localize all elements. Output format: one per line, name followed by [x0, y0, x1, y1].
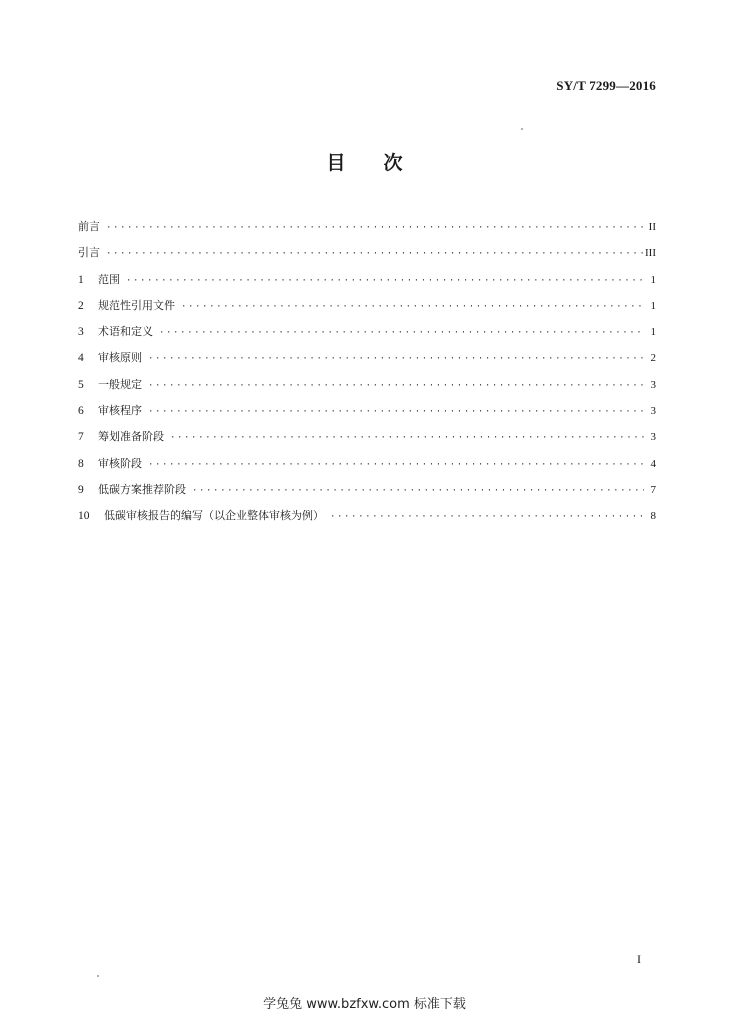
toc-item-label: 一般规定: [98, 377, 142, 391]
dot-leader: [159, 324, 644, 342]
toc-item-label: 规范性引用文件: [98, 298, 175, 312]
dot-leader: [148, 403, 644, 421]
toc-item-label: 审核原则: [98, 351, 142, 365]
toc-item-page: 3: [650, 431, 656, 444]
dot-leader: [330, 508, 644, 526]
toc-item-6[interactable]: [78, 402, 656, 428]
toc-item-label: 低碳方案推荐阶段: [98, 482, 186, 496]
toc-item-label: 前言: [78, 220, 100, 233]
toc-item-1[interactable]: [78, 271, 656, 297]
toc-item-page: 1: [650, 299, 656, 312]
toc-item-page: 1: [650, 273, 656, 286]
scan-speck: [521, 128, 523, 130]
title-char-1: 目: [326, 152, 346, 174]
dot-leader: [126, 272, 644, 290]
dot-leader: [192, 482, 644, 500]
table-of-contents: [78, 218, 656, 534]
toc-item-page: 8: [650, 510, 656, 523]
scan-speck: [97, 975, 99, 977]
toc-item-number: 8: [78, 457, 84, 470]
page-title: [0, 148, 729, 175]
toc-item-4[interactable]: [78, 349, 656, 375]
toc-item-label: 审核程序: [98, 404, 142, 418]
toc-item-number: 2: [78, 299, 84, 312]
toc-item-number: 9: [78, 483, 84, 496]
page-number: I: [637, 952, 641, 966]
dot-leader: [170, 429, 644, 447]
dot-leader: [181, 298, 644, 316]
standard-code: SY/T 7299—2016: [556, 78, 656, 93]
toc-item-label: 引言: [78, 246, 100, 260]
toc-item-page: 2: [650, 352, 656, 365]
toc-item-9[interactable]: [78, 481, 656, 507]
toc-item-3[interactable]: [78, 323, 656, 349]
toc-item-5[interactable]: [78, 376, 656, 402]
toc-item-page: 3: [650, 378, 656, 391]
watermark-text: 学兔兔 www.bzfxw.com 标准下载: [263, 997, 466, 1012]
toc-item-label: 范围: [98, 272, 120, 286]
toc-item-label: 术语和定义: [98, 325, 153, 339]
toc-item-number: 1: [78, 273, 84, 286]
toc-item-page: III: [645, 247, 656, 260]
toc-item-page: 3: [650, 405, 656, 418]
toc-item-label: 筹划准备阶段: [98, 430, 164, 444]
toc-item-page: 4: [650, 457, 656, 470]
title-char-2: 次: [383, 152, 403, 174]
dot-leader: [148, 350, 644, 368]
toc-item-10[interactable]: [78, 507, 656, 533]
toc-item-number: 3: [78, 326, 84, 339]
toc-item-number: 7: [78, 431, 84, 444]
toc-item-label: 审核阶段: [98, 456, 142, 470]
toc-item-page: 1: [650, 326, 656, 339]
toc-item-7[interactable]: [78, 428, 656, 454]
toc-item-label: 低碳审核报告的编写（以企业整体审核为例）: [104, 509, 324, 523]
toc-item-number: 5: [78, 378, 84, 391]
toc-item-8[interactable]: [78, 455, 656, 481]
toc-item-number: 10: [78, 510, 90, 523]
dot-leader: [106, 219, 644, 237]
toc-item-page: II: [648, 221, 656, 233]
toc-item-number: 4: [78, 352, 84, 365]
toc-item-number: 6: [78, 405, 84, 418]
toc-item-foreword[interactable]: [78, 218, 656, 244]
toc-item-introduction[interactable]: [78, 244, 656, 270]
dot-leader: [148, 456, 644, 474]
dot-leader: [106, 245, 643, 263]
toc-item-2[interactable]: [78, 297, 656, 323]
dot-leader: [148, 377, 644, 395]
toc-item-page: 7: [650, 483, 656, 496]
